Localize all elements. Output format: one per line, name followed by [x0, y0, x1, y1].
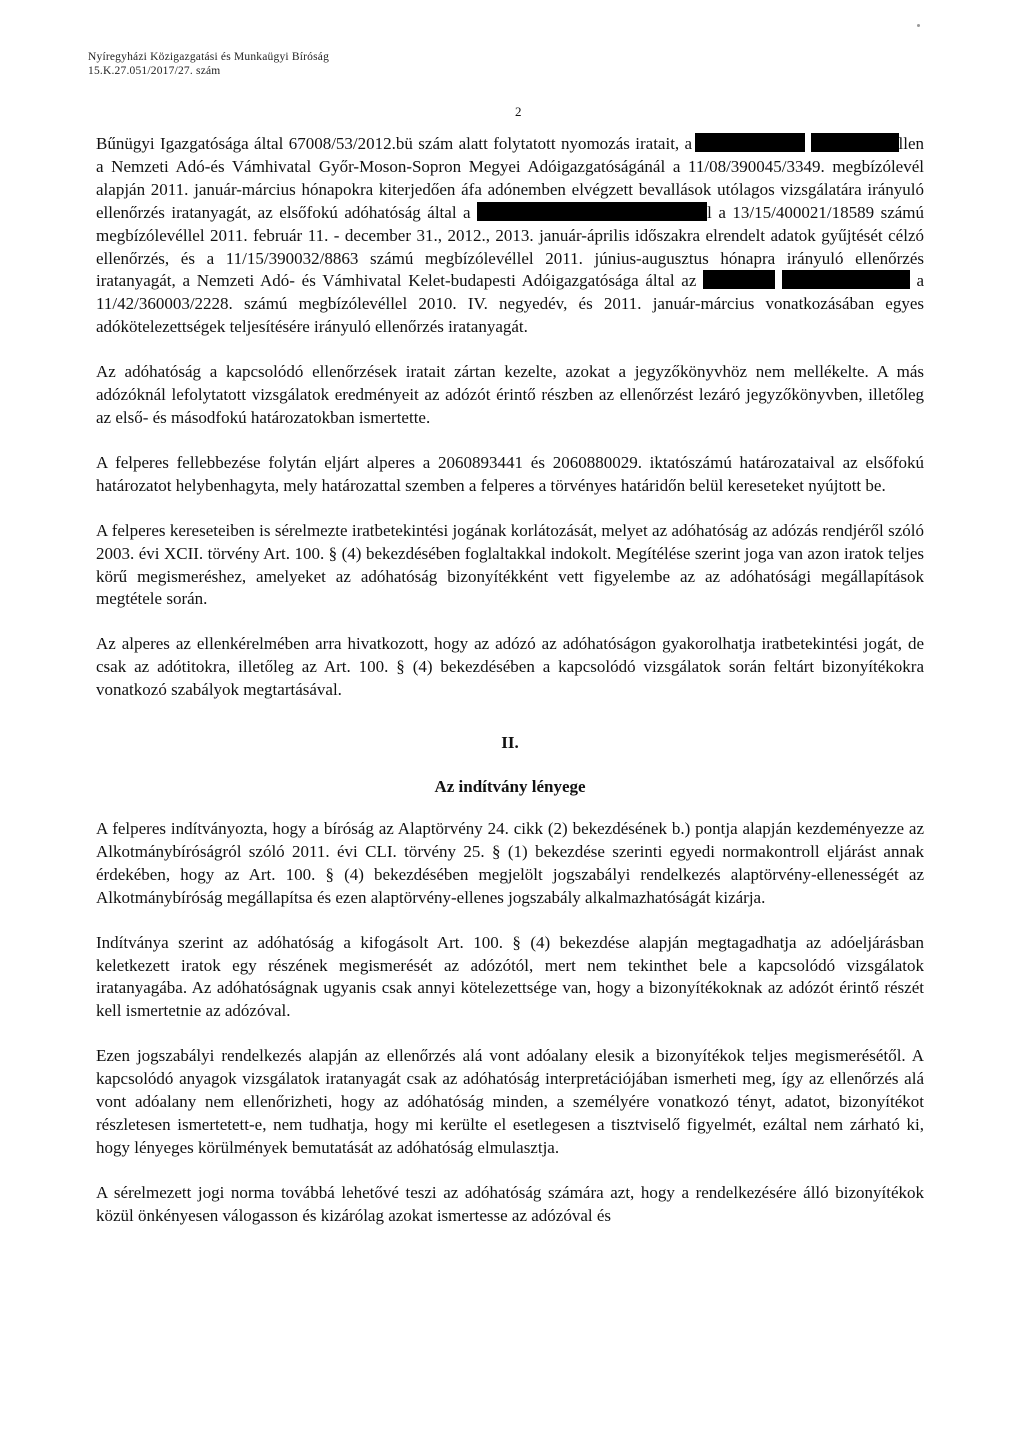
paragraph-7: Indítványa szerint az adóhatóság a kifogásolt Art. 100. § (4) bekezdése alapján megtagadhatja az adóeljárásban keletkezett iratok egy részének megismerését az adózótól, mert nem tekinthet bele a kapcsolódó vizsgálatok iratanyagába. Az adóhatóságnak ugyanis csak annyi kötelezettsége van, hogy a bizonyítékoknak az adózót érintő részét kell ismertetnie az adózóval. [96, 932, 924, 1021]
paragraph-1-part-c: l a 13/15/400021/18589 számú megbízólevéllel 2011. február 11. - december 31., 2012., 2013. január-április időszakra elrendelt adatok gyűjtését célzó ellenőrzés, és a 11/15/390032/8863 számú megbízólevéllel 2011. június-augusztus hónapra irányuló ellenőrzés iratanyagát, a Nemzeti Adó- és Vámhivatal Kelet-budapesti Adóigazgatósága által az [96, 202, 925, 291]
court-name: Nyíregyházi Közigazgatási és Munkaügyi Bíróság [88, 51, 330, 63]
document-body [96, 133, 924, 1228]
paragraph-5: Az alperes az ellenkérelmében arra hivatkozott, hogy az adózó az adóhatóságon gyakorolhatja iratbetekintési jogát, de csak az adótitokra, illetőleg az Art. 100. § (4) bekezdésében a kapcsolódó vizsgálatok során feltárt bizonyítékokra vonatkozó szabályok megtartásával. [96, 634, 924, 700]
section-title: Az indítvány lényege [434, 777, 586, 797]
paragraph-2: Az adóhatóság a kapcsolódó ellenőrzések iratait zártan kezelte, azokat a jegyzőkönyvhöz nem mellékelte. A más adózóknál lefolytatott vizsgálatok eredményeit az adózót érintő részben az ellenőrzést lezáró jegyzőkönyvben, illetőleg az első- és másodfokú határozatokban ismertette. [96, 362, 924, 427]
redaction-block [782, 270, 910, 289]
page-number: 2 [515, 104, 522, 119]
redaction-block [811, 133, 899, 152]
paragraph-1-part-a: Bűnügyi Igazgatósága által 67008/53/2012.bü szám alatt folytatott nyomozás iratait, a [96, 134, 693, 153]
paragraph-8: Ezen jogszabályi rendelkezés alapján az ellenőrzés alá vont adóalany elesik a bizonyítékok teljes megismerésétől. A kapcsolódó anyagok vizsgálatok iratanyagát csak az adóhatóság interpretációjában ismerheti meg, így az ellenőrzés alá vont adóalany nem ellenőrizheti, hogy az adóhatóság minden, a személyére vonatkozó tényt, adatot, bizonyítékot részletesen ismertetett-e, nem tudhatja, hogy mi kerülte el esetlegesen a tisztviselő figyelmét, ezáltal nem zárható ki, hogy lényeges körülmények bemutatását az adóhatóság elmulasztja. [96, 1046, 924, 1157]
case-number: 15.K.27.051/2017/27. szám [88, 65, 221, 77]
paragraph-1 [96, 133, 924, 339]
redaction-block [477, 202, 707, 221]
redaction-block [703, 270, 775, 289]
paragraph-6: A felperes indítványozta, hogy a bíróság az Alaptörvény 24. cikk (2) bekezdésének b.) pontja alapján kezdeményezze az Alkotmánybíróságról szóló 2011. évi CLI. törvény 25. § (1) bekezdése szerinti egyedi normakontroll eljárást annak érdekében, hogy az Art. 100. § (4) bekezdésében megjelölt jogszabályi rendelkezés alaptörvény-ellenességét az Alkotmánybíróság megállapítsa és ezen alaptörvény-ellenes jogszabály alkalmazhatóságát kizárja. [96, 819, 924, 907]
paragraph-9: A sérelmezett jogi norma továbbá lehetővé teszi az adóhatóság számára azt, hogy a rendelkezésére álló bizonyítékok közül önkényesen válogasson és kizárólag azokat ismertesse az adózóval és [96, 1182, 924, 1225]
redaction-block [695, 133, 805, 152]
paragraph-1-part-d: a 11/42/360003/2228. számú megbízólevéllel 2010. IV. negyedév, és 2011. január-március vonatkozásában egyes adókötelezettségek teljesítésére irányuló ellenőrzés iratanyagát. [96, 271, 925, 337]
paragraph-4: A felperes kereseteiben is sérelmezte iratbetekintési jogának korlátozását, melyet az adóhatóság az adózás rendjéről szóló 2003. évi XCII. törvény Art. 100. § (4) bekezdésében foglaltakkal indokolt. Megítélése szerint joga van azon iratok teljes körű megismeréshez, amelyeket az adóhatóság bizonyítékként vett figyelembe az az adóhatósági megállapítások megtétele során. [96, 520, 924, 609]
section-number: II. [501, 733, 519, 753]
paragraph-3: A felperes fellebbezése folytán eljárt alperes a 2060893441 és 2060880029. iktatószámú határozataival az elsőfokú határozatot helybenhagyta, mely határozattal szemben a felperes a törvényes határidőn belül kereseteket nyújtott be. [96, 452, 924, 495]
paragraph-1-part-b: llen a Nemzeti Adó-és Vámhivatal Győr-Moson-Sopron Megyei Adóigazgatóságánál a 11/08/390045/3349. megbízólevél alapján 2011. január-március hónapokra kiterjedően áfa adónemben elvégzett bevallások utólagos vizsgálatára irányuló ellenőrzés iratanyagát, az elsőfokú adóhatóság által a [96, 134, 924, 222]
document-header [88, 50, 329, 78]
scan-speck [917, 24, 920, 27]
